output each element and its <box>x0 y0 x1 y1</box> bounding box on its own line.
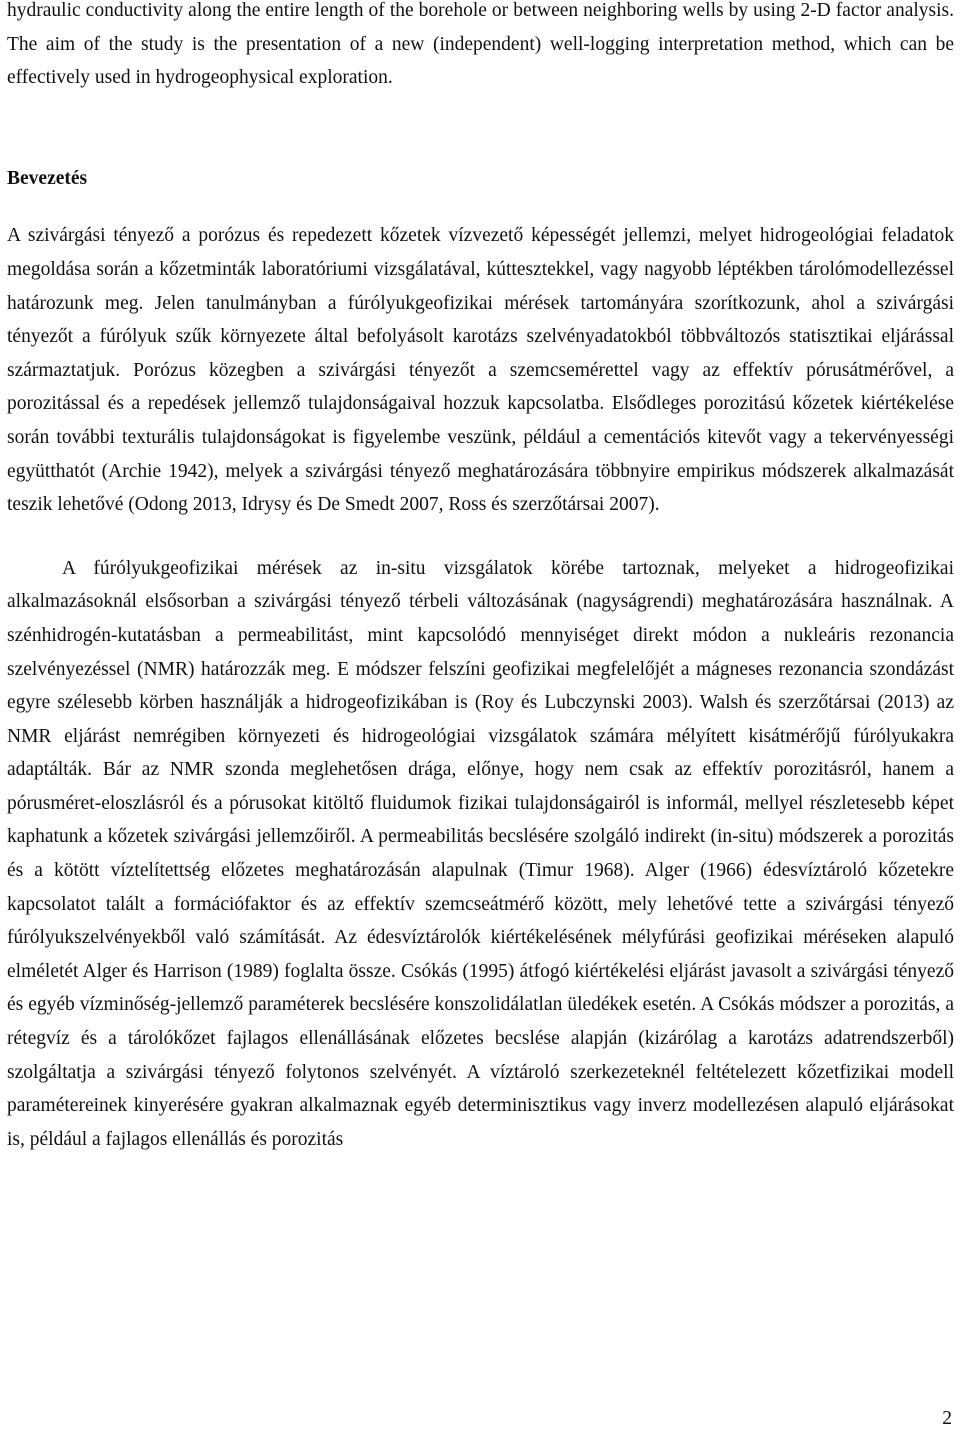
page-number: 2 <box>942 1408 952 1429</box>
page-content <box>7 0 954 1156</box>
section-heading: Bevezetés <box>7 167 88 189</box>
abstract-tail-paragraph: hydraulic conductivity along the entire length of the borehole or between neighboring wells by using 2-D factor analysis. The aim of the study is the presentation of a new (independent) well-logging interpretation method, which can be effectively used in hydrogeophysical exploration. <box>7 0 954 89</box>
intro-paragraph-2: A fúrólyukgeofizikai mérések az in-situ vizsgálatok körébe tartoznak, melyeket a hidrogeofizikai alkalmazásoknál elsősorban a szivárgási tényező térbeli változásának (nagyságrendi) meghatározására használnak. A szénhidrogén-kutatásban a permeabilitást, mint kapcsolódó mennyiséget direkt módon a nukleáris rezonancia szelvényezéssel (NMR) határozzák meg. E módszer felszíni geofizikai megfelelőjét a mágneses rezonancia szondázást egyre szélesebb körben használják a hidrogeofizikában is (Roy és Lubczynski 2003). Walsh és szerzőtársai (2013) az NMR eljárást nemrégiben környezeti és hidrogeológiai vizsgálatok számára mélyített kisátmérőjű fúrólyukakra adaptálták. Bár az NMR szonda meglehetősen drága, előnye, hogy nem csak az effektív porozitásról, hanem a pórusméret-eloszlásról és a pórusokat kitöltő fluidumok fizikai tulajdonságairól is informál, mellyel részletesebb képet kaphatunk a kőzetek szivárgási jellemzőiről. A permeabilitás becslésére szolgáló indirekt (in-situ) módszerek a porozitás és a kötött víztelítettség előzetes meghatározásán alapulnak (Timur 1968). Alger (1966) édesvíztároló kőzetekre kapcsolatot talált a formációfaktor és az effektív szemcseátmérő között, mely lehetővé tette a szivárgási tényező fúrólyukszelvényekből való számítását. Az édesvíztárolók kiértékelésének mélyfúrási geofizikai méréseken alapuló elméletét Alger és Harrison (1989) foglalta össze. Csókás (1995) átfogó kiértékelési eljárást javasolt a szivárgási tényező és egyéb vízminőség-jellemző paraméterek becslésére konszolidálatlan üledékek esetén. A Csókás módszer a porozitás, a rétegvíz és a tárolókőzet fajlagos ellenállásának előzetes becslése alapján (kizárólag a karotázs adatrendszerből) szolgáltatja a szivárgási tényező folytonos szelvényét. A víztároló szerkezeteknél feltételezett kőzetfizikai modell paramétereinek kinyerésére gyakran alkalmaznak egyéb determinisztikus vagy inverz modellezésen alapuló eljárásokat is, például a fajlagos ellenállás és porozitás <box>7 557 954 1150</box>
intro-paragraph-1: A szivárgási tényező a porózus és repedezett kőzetek vízvezető képességét jellemzi, melyet hidrogeológiai feladatok megoldása során a kőzetminták laboratóriumi vizsgálatával, kúttesztekkel, vagy nagyobb léptékben tárolómodellezéssel határozunk meg. Jelen tanulmányban a fúrólyukgeofizikai mérések tartományára szorítkozunk, ahol a szivárgási tényezőt a fúrólyuk szűk környezete által befolyásolt karotázs szelvényadatokból többváltozós statisztikai eljárással származtatjuk. Porózus közegben a szivárgási tényezőt a szemcsemérettel vagy az effektív pórusátmérővel, a porozitással és a repedések jellemző tulajdonságaival hozzuk kapcsolatba. Elsődleges porozitású kőzetek kiértékelése során további texturális tulajdonságokat is figyelembe veszünk, például a cementációs kitevőt vagy a tekervényességi együtthatót (Archie 1942), melyek a szivárgási tényező meghatározására többnyire empirikus módszerek alkalmazását teszik lehetővé (Odong 2013, Idrysy és De Smedt 2007, Ross és szerzőtársai 2007). <box>7 225 954 516</box>
